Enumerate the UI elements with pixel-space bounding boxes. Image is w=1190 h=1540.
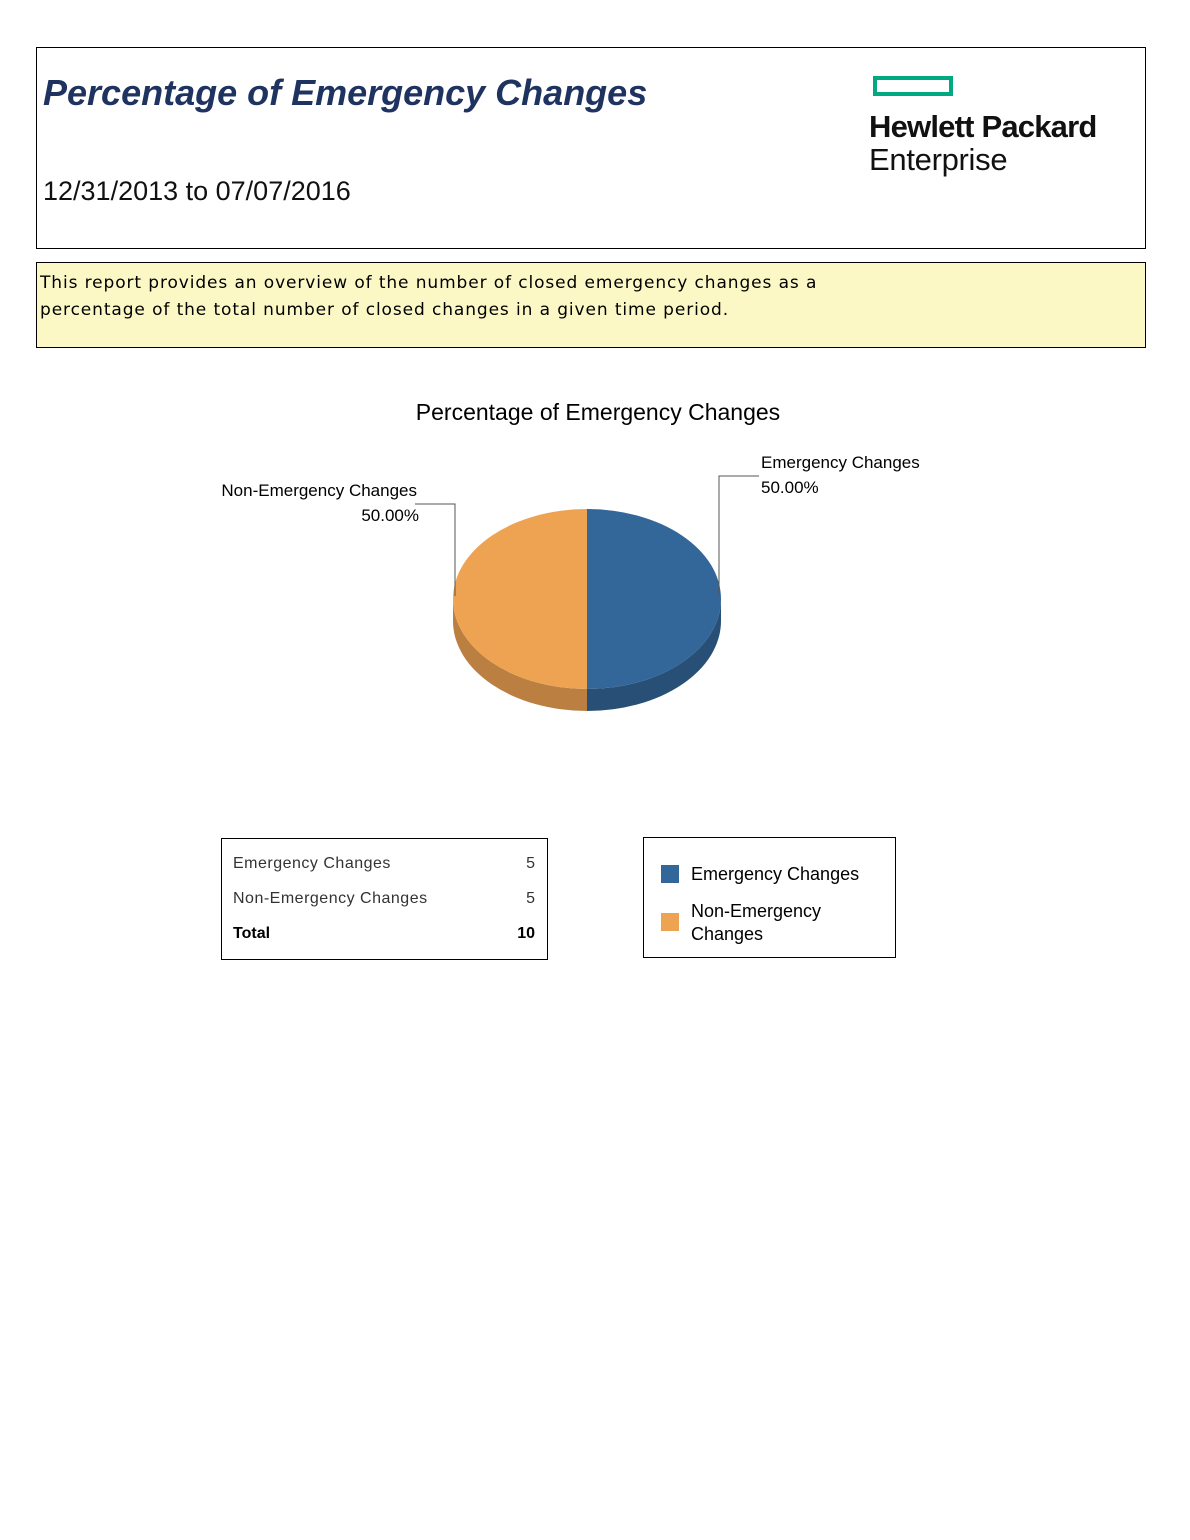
leader-line-0 (719, 476, 759, 596)
table-row (233, 855, 535, 875)
hpe-logo-rectangle-icon (873, 76, 953, 96)
total-label: Total (233, 925, 271, 942)
legend-label: Non-Emergency Changes (691, 901, 822, 944)
date-range: 12/31/2013 to 07/07/2016 (43, 176, 351, 206)
total-value: 10 (517, 925, 535, 942)
slice-label-percent: 50.00% (761, 478, 819, 497)
logo-text-line1: Hewlett Packard (869, 109, 1097, 144)
row-label: Emergency Changes (233, 855, 391, 872)
description-box (36, 262, 1146, 348)
hpe-logo (869, 74, 1129, 184)
pie-chart (0, 380, 1190, 740)
row-label: Non-Emergency Changes (233, 890, 428, 907)
data-table (221, 838, 548, 960)
report-title: Percentage of Emergency Changes (43, 72, 648, 113)
chart-legend (643, 837, 896, 958)
slice-label-percent: 50.00% (361, 506, 419, 525)
table-row (233, 890, 535, 910)
description-text: This report provides an overview of the number of closed emergency changes as a percentage of the total number of closed changes in a given time period. (40, 273, 818, 320)
logo-text-line2: Enterprise (869, 142, 1008, 177)
legend-swatch-emergency (661, 865, 679, 883)
table-total-row (233, 925, 535, 945)
leader-line-1 (415, 504, 455, 596)
pie-slices (415, 476, 759, 711)
row-value: 5 (526, 855, 535, 872)
slice-label-name: Non-Emergency Changes (221, 481, 417, 500)
chart-title: Percentage of Emergency Changes (415, 399, 781, 425)
row-value: 5 (526, 890, 535, 907)
legend-label: Emergency Changes (691, 864, 860, 884)
report-header (36, 47, 1146, 249)
legend-swatch-non-emergency (661, 913, 679, 931)
slice-label-name: Emergency Changes (761, 453, 920, 472)
